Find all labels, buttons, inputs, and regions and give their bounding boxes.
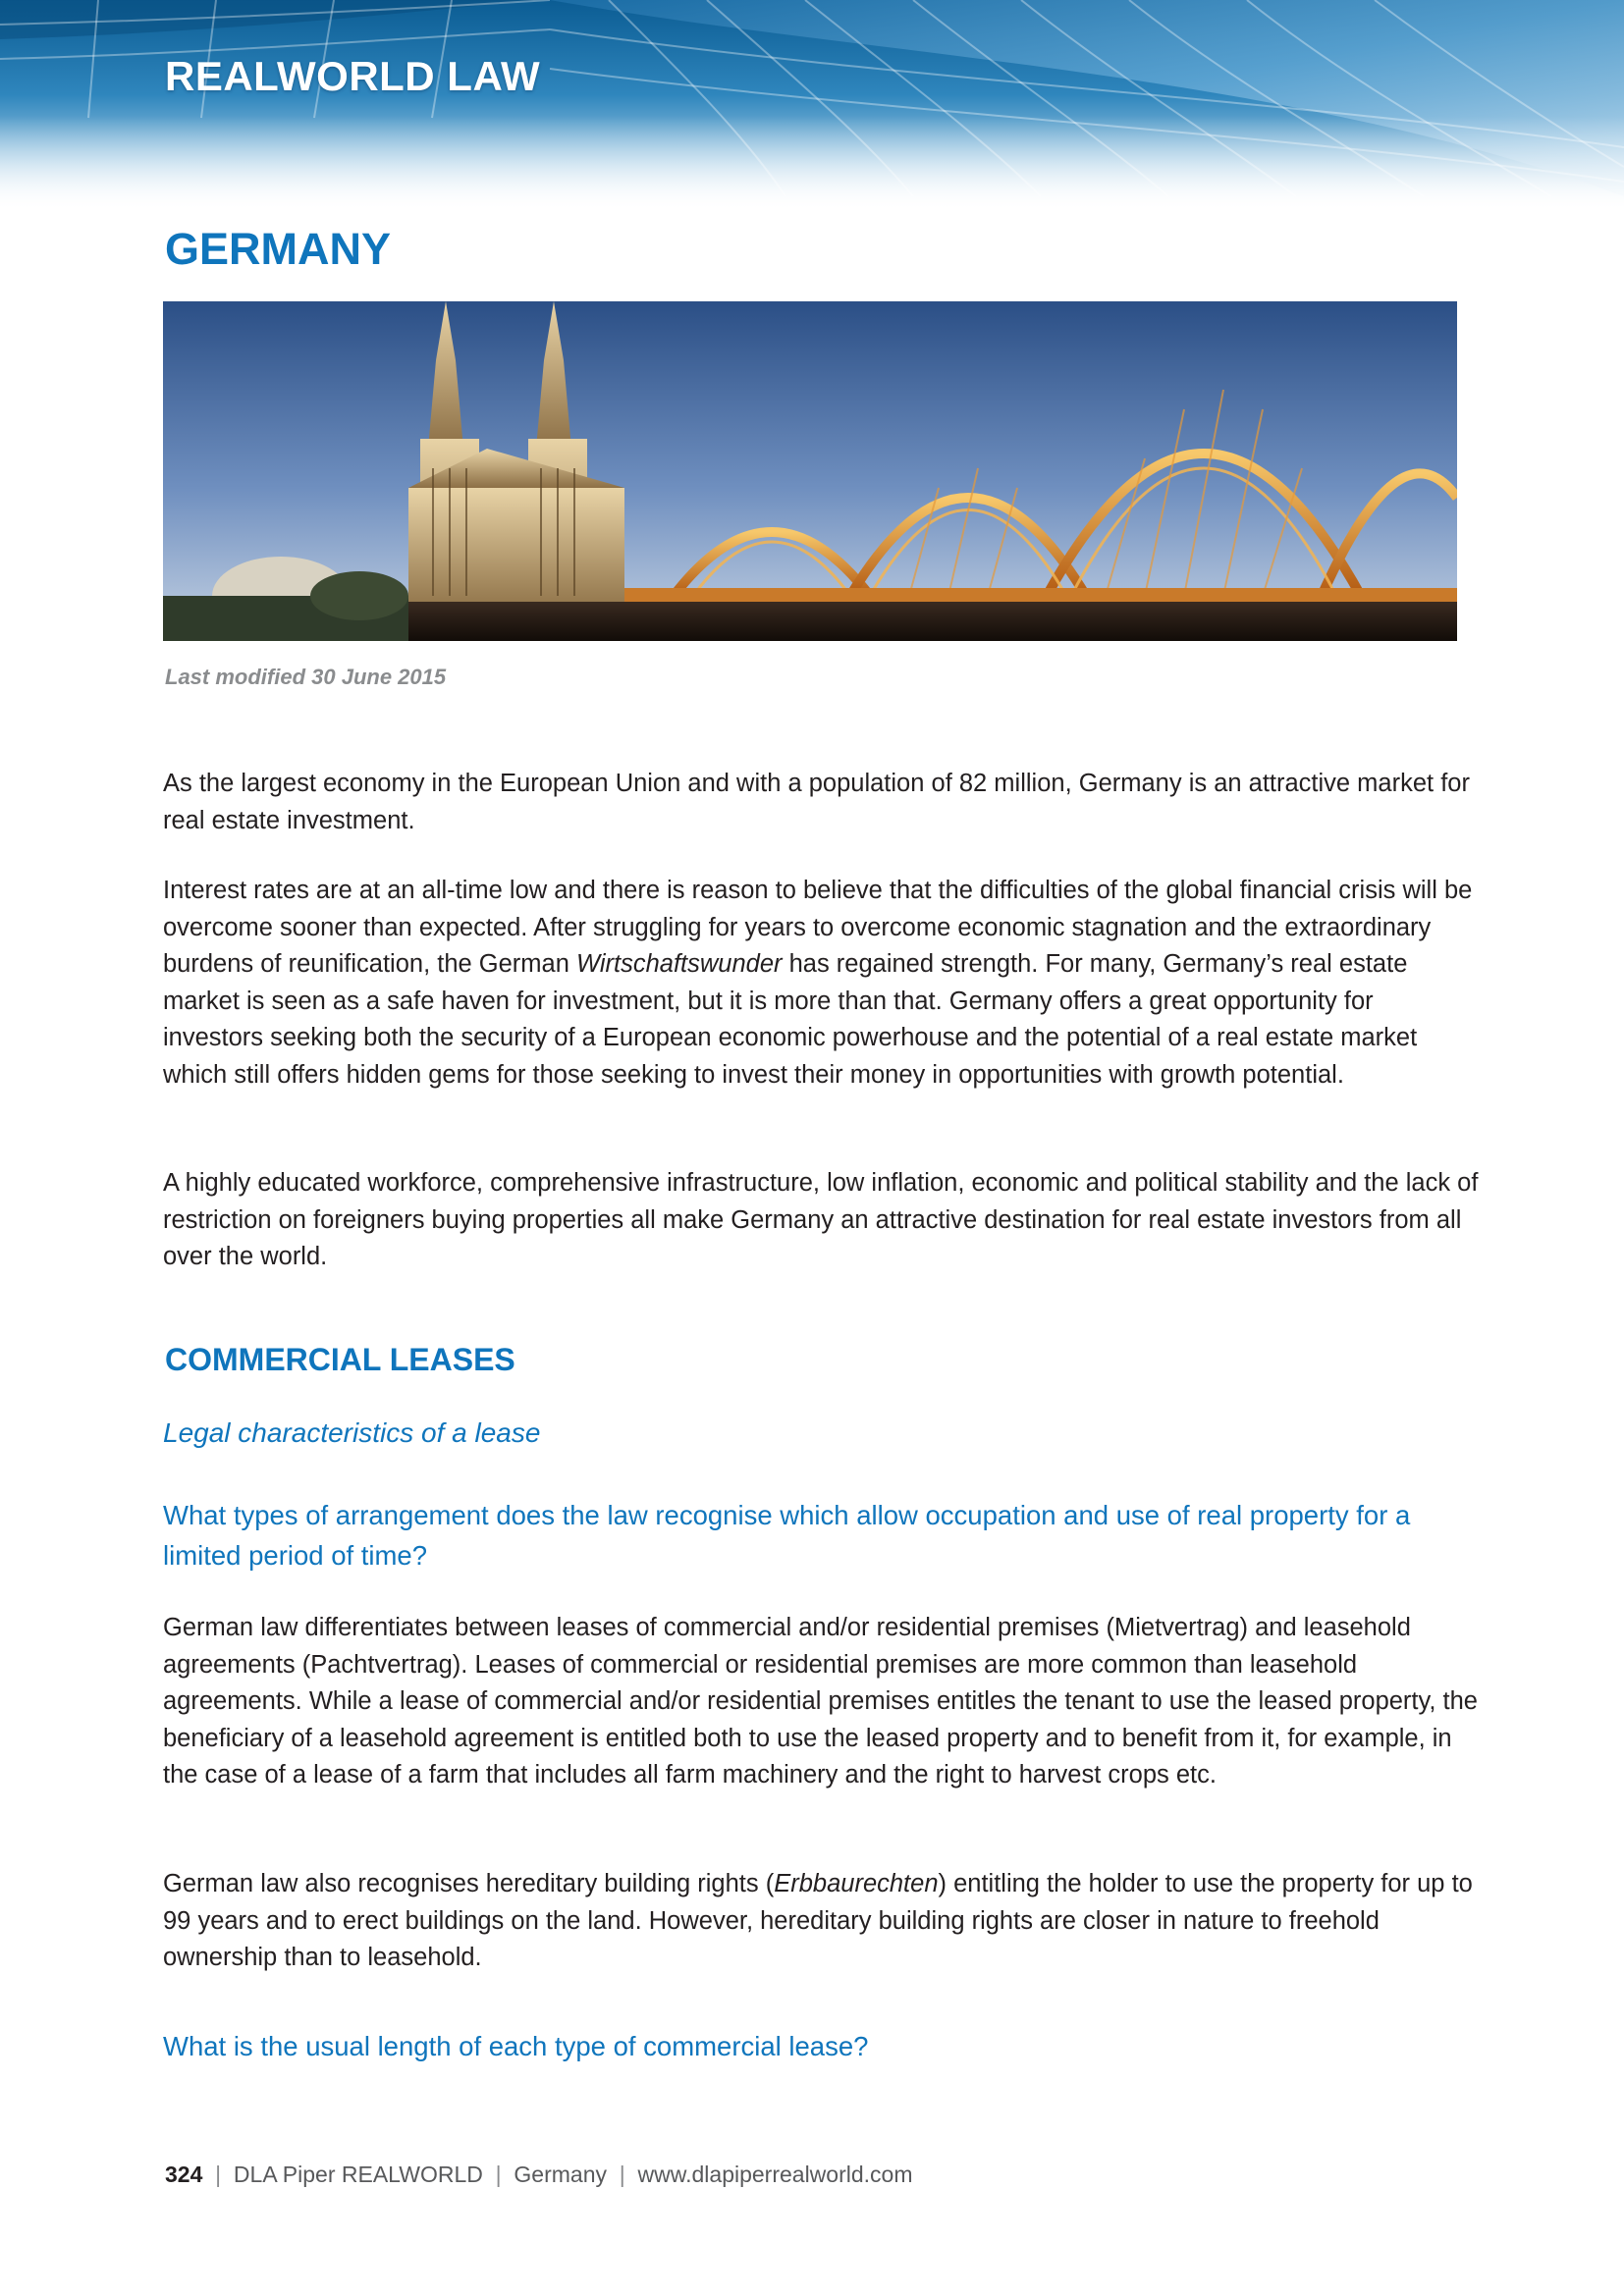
- section-heading-commercial-leases: COMMERCIAL LEASES: [165, 1342, 515, 1377]
- footer-country: Germany: [514, 2162, 607, 2187]
- last-modified-date: Last modified 30 June 2015: [165, 665, 447, 689]
- brand-title: REALWORLD LAW: [165, 53, 541, 99]
- answer-paragraph-2: [163, 1866, 1479, 1977]
- page-title: GERMANY: [165, 224, 392, 274]
- footer-separator: |: [619, 2162, 625, 2187]
- intro-paragraph-2: [163, 873, 1479, 1095]
- intro-p2-text-after: has regained strength. For many, Germany’s real estate market is seen as a safe haven for investment, but it is more than that. Germany offers a great opportunity for investors seeking both the security of a European economic powerhouse and the potential of a real estate market which still offers hidden gems for those seeking to invest their money in opportunities with growth potential.: [163, 950, 1418, 1089]
- glass-building-image: [0, 0, 1624, 211]
- header-banner: [0, 0, 1624, 211]
- footer-publication: DLA Piper REALWORLD: [233, 2162, 483, 2187]
- intro-paragraph-1: As the largest economy in the European Union and with a population of 82 million, Germany is an attractive market for real estate investment.: [163, 770, 1470, 834]
- intro-paragraph-3: A highly educated workforce, comprehensive infrastructure, low inflation, economic and political stability and the lack of restriction on foreigners buying properties all make Germany an attractive destination for real estate investors from all over the world.: [163, 1169, 1479, 1271]
- intro-p2-italic-term: Wirtschaftswunder: [576, 950, 783, 979]
- page-footer: [165, 2162, 913, 2188]
- question-usual-length: What is the usual length of each type of commercial lease?: [163, 2031, 869, 2061]
- intro-p2-text-before: Interest rates are at an all-time low and there is reason to believe that the difficulties of the global financial crisis will be overcome sooner than expected. After struggling for years to overcome economic stagnation and the extraordinary burdens of reunification, the German: [163, 877, 1473, 979]
- cologne-cathedral-bridge-image: [163, 301, 1457, 641]
- question-types-of-arrangement: What types of arrangement does the law recognise which allow occupation and use of real property for a limited period of time?: [163, 1500, 1411, 1571]
- answer-paragraph-1: German law differentiates between leases of commercial and/or residential premises (Mietvertrag) and leasehold agreements (Pachtvertrag). Leases of commercial or residential premises are more common than leasehold agreements. While a lease of commercial and/or residential premises entitles the tenant to use the leased property, the beneficiary of a leasehold agreement is entitled both to use the leased property and to benefit from it, for example, in the case of a lease of a farm that includes all farm machinery and the right to harvest crops etc.: [163, 1614, 1478, 1789]
- footer-separator: |: [495, 2162, 502, 2187]
- footer-separator: |: [215, 2162, 222, 2187]
- answer-p2-italic-term: Erbbaurechten: [774, 1870, 939, 1897]
- footer-website-link[interactable]: www.dlapiperrealworld.com: [637, 2162, 913, 2187]
- answer-p2-text-before: German law also recognises hereditary building rights (: [163, 1870, 775, 1897]
- subheading-legal-characteristics: Legal characteristics of a lease: [163, 1417, 541, 1448]
- answer-p2-text-after: ) entitling the holder to use the property for up to 99 years and to erect buildings on the land. However, hereditary building rights are closer in nature to freehold ownership than to leasehold.: [163, 1870, 1473, 1972]
- footer-page-number: 324: [165, 2162, 203, 2187]
- hero-image: [163, 301, 1457, 641]
